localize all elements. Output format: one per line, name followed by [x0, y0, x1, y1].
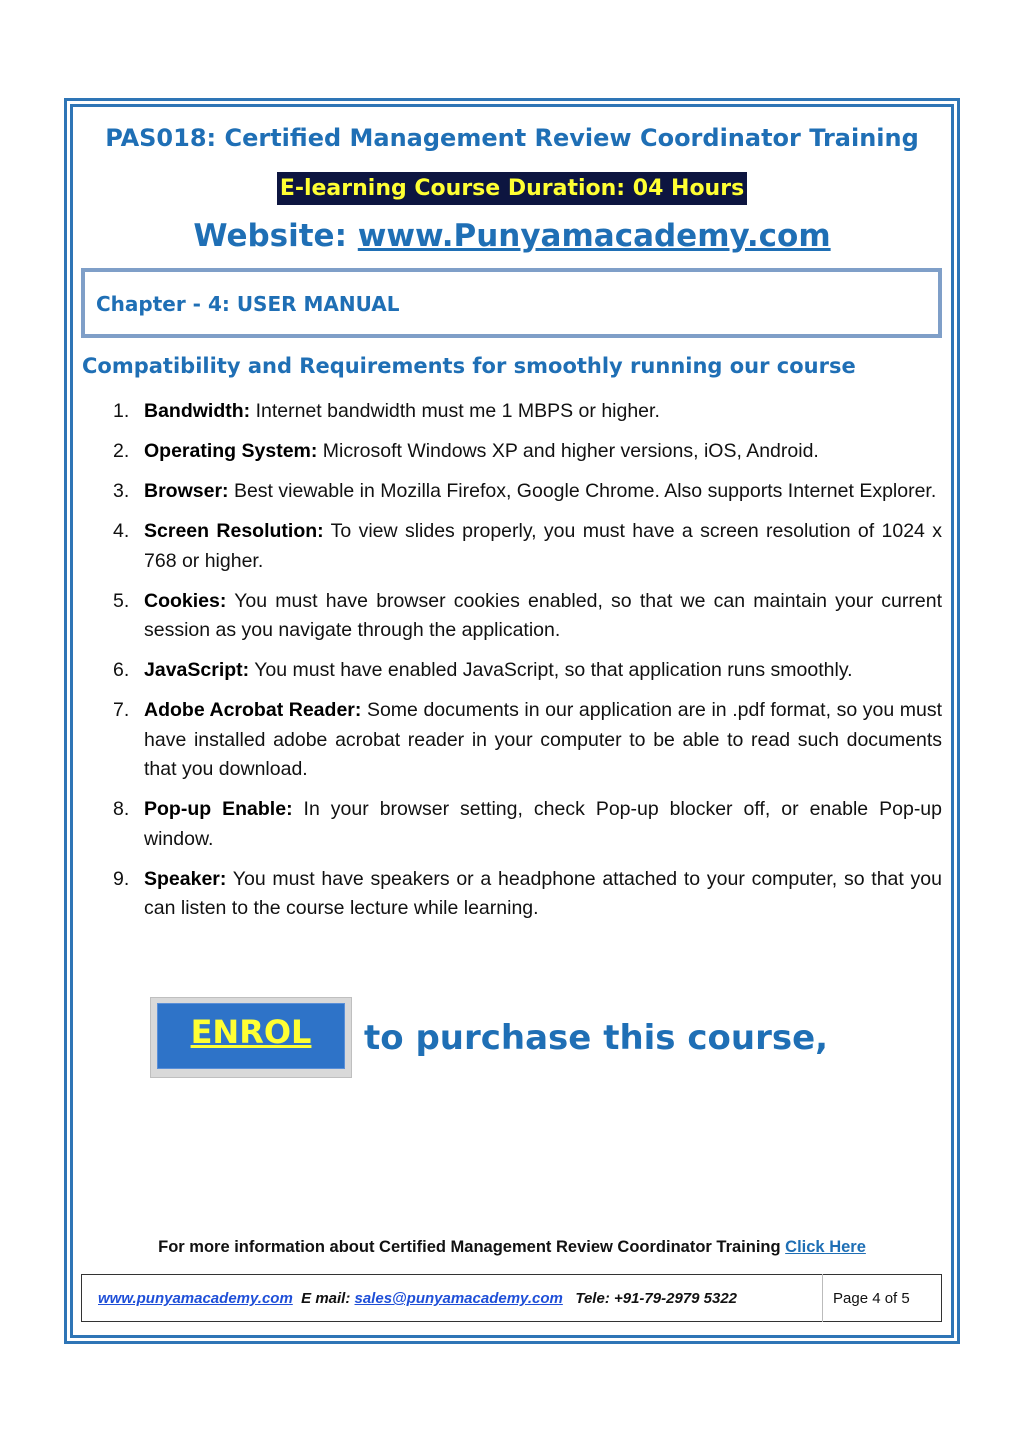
list-item — [108, 865, 942, 924]
enrol-button-label: ENROL — [190, 1013, 312, 1051]
website-link[interactable]: www.Punyamacademy.com — [357, 218, 831, 254]
enrol-button-frame — [150, 997, 352, 1078]
website-label: Website: — [193, 218, 358, 254]
list-item — [108, 795, 942, 854]
list-item — [108, 587, 942, 646]
purchase-text: to purchase this course, — [364, 1018, 829, 1058]
item-text: Microsoft Windows XP and higher versions, iOS, Android. — [317, 440, 819, 462]
requirements-list — [108, 397, 942, 934]
footer-website-link[interactable]: www.punyamacademy.com — [98, 1290, 293, 1307]
chapter-title: Chapter - 4: USER MANUAL — [96, 292, 400, 316]
list-item — [108, 656, 942, 686]
list-item — [108, 696, 942, 785]
list-item — [108, 437, 942, 467]
footer-email-link[interactable]: sales@punyamacademy.com — [354, 1290, 563, 1307]
item-term: Screen Resolution: — [144, 520, 324, 542]
item-term: Pop-up Enable: — [144, 798, 293, 820]
item-text: You must have enabled JavaScript, so that application runs smoothly. — [249, 659, 853, 681]
list-item — [108, 477, 942, 507]
item-term: Cookies: — [144, 589, 227, 612]
item-text: You must have browser cookies enabled, so that we can maintain your current session as you navigate through the application. — [144, 589, 942, 641]
footer-divider — [822, 1274, 823, 1322]
item-number: 7. — [113, 699, 130, 721]
item-number: 4. — [113, 520, 130, 542]
item-text: In your browser setting, check Pop-up blocker off, or enable Pop-up window. — [144, 798, 942, 850]
course-title: PAS018: Certified Management Review Coordinator Training — [105, 124, 919, 152]
website-line — [0, 218, 1024, 254]
item-text: Best viewable in Mozilla Firefox, Google Chrome. Also supports Internet Explorer. — [228, 480, 937, 502]
item-text: Internet bandwidth must me 1 MBPS or higher. — [250, 400, 660, 422]
course-duration: E-learning Course Duration: 04 Hours — [277, 172, 747, 205]
more-info-line — [0, 1238, 1024, 1257]
item-text: To view slides properly, you must have a screen resolution of 1024 x 768 or higher. — [144, 520, 942, 572]
item-term: Operating System: — [144, 440, 318, 462]
item-number: 9. — [113, 867, 130, 890]
item-term: Browser: — [144, 480, 229, 502]
section-heading: Compatibility and Requirements for smoothly running our course — [82, 354, 856, 378]
item-number: 5. — [113, 589, 130, 612]
item-number: 3. — [113, 480, 130, 502]
item-term: Speaker: — [144, 867, 227, 890]
footer-phone: Tele: +91-79-2979 5322 — [575, 1290, 738, 1307]
list-item — [108, 517, 942, 576]
item-number: 1. — [113, 400, 130, 422]
more-info-text: For more information about Certified Management Review Coordinator Training — [158, 1238, 786, 1256]
item-term: Adobe Acrobat Reader: — [144, 699, 362, 721]
click-here-link[interactable]: Click Here — [785, 1238, 866, 1256]
footer-contact — [98, 1290, 737, 1307]
enrol-button[interactable] — [157, 1003, 345, 1069]
list-item — [108, 397, 942, 427]
item-text: Some documents in our application are in .pdf format, so you must have installed adobe acrobat reader in your computer to be able to read such documents that you download. — [144, 699, 943, 780]
item-number: 6. — [113, 659, 130, 681]
footer-email-label: E mail: — [301, 1290, 355, 1307]
duration-row — [0, 172, 1024, 205]
item-term: JavaScript: — [144, 659, 250, 681]
item-term: Bandwidth: — [144, 400, 251, 422]
page-number: Page 4 of 5 — [833, 1290, 910, 1307]
item-number: 8. — [113, 798, 130, 820]
item-text: You must have speakers or a headphone attached to your computer, so that you can listen to the course lecture while learning. — [144, 867, 942, 919]
item-number: 2. — [113, 440, 130, 462]
